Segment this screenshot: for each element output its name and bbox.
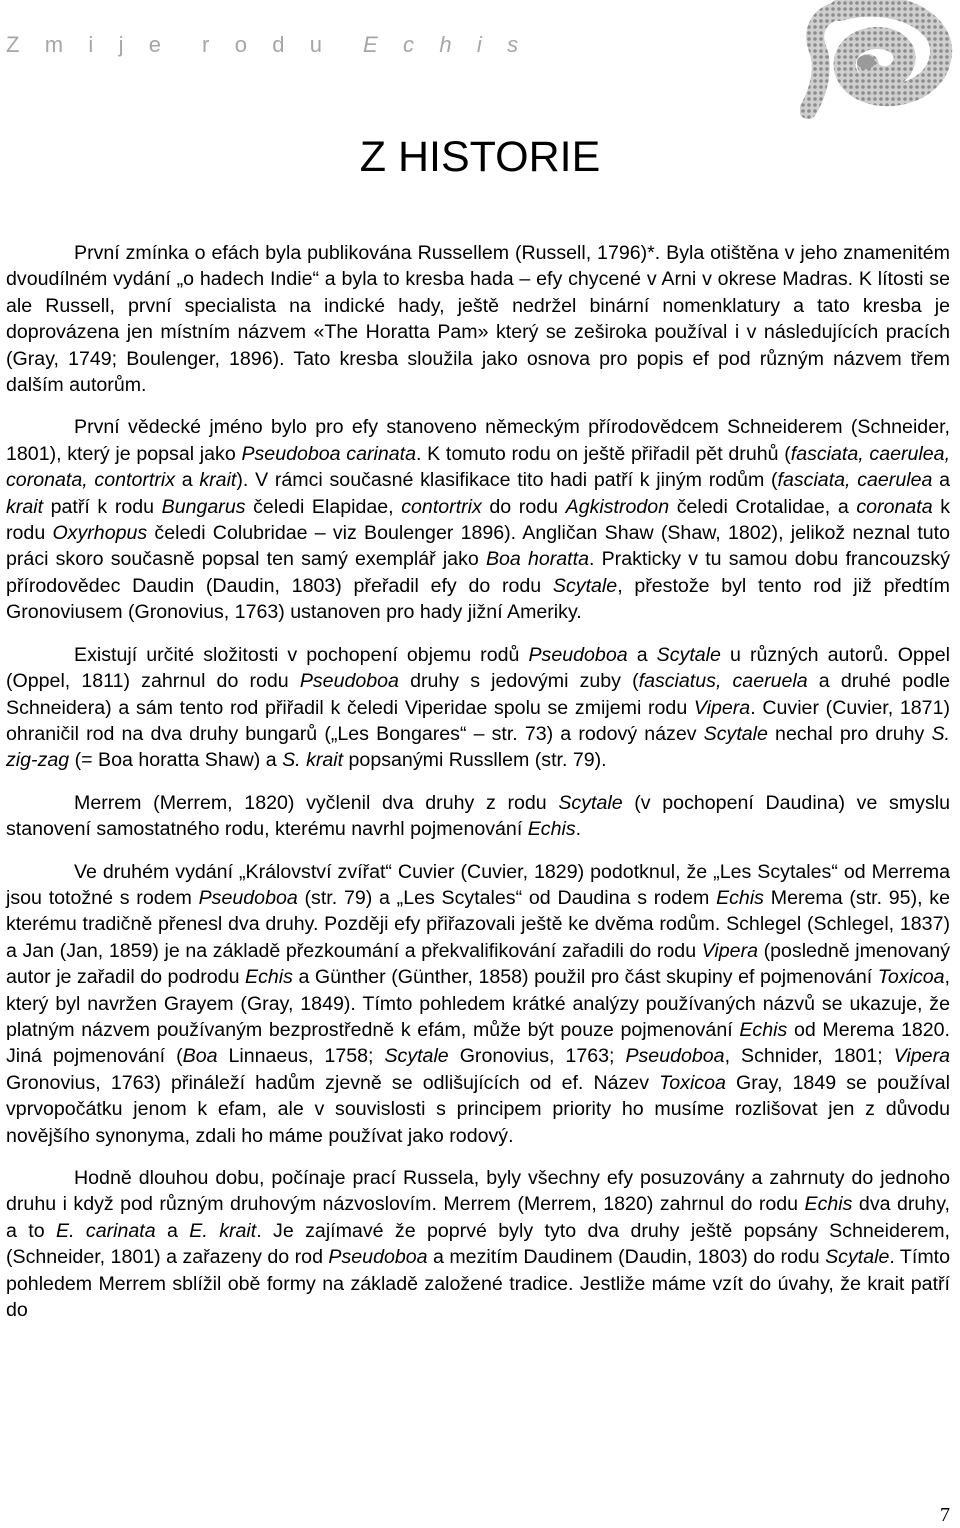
italic-text-run: S. zig-zag bbox=[6, 722, 950, 772]
italic-text-run: S. krait bbox=[282, 749, 344, 772]
italic-text-run: Pseudoboa bbox=[625, 1045, 725, 1068]
text-run: nechal pro druhy bbox=[767, 722, 932, 745]
paragraph bbox=[6, 1165, 950, 1323]
text-run: První zmínka o efách byla publikována Russellem (Russell, 1796)*. Byla otištěna v jeho znamenitém dvoudílném vydání „o hadech Indie“ a byla to kresba hada – efy chycené v Arni v okrese Madras. K lítosti se ale Russell, první specialista na indické hady, ještě nedržel binární nomenklatury a tato kresba je doprovázena jen místním názvem «The Horatta Pam» který se zeširoka používal i v následujících pracích (Gray, 1749; Boulenger, 1896). Tato kresba sloužila jako osnova pro popis ef pod různým názvem třem dalším autorům. bbox=[6, 242, 950, 397]
text-run: (v pochopení Daudina) ve smyslu stanovení samostatného rodu, kterému navrhl pojmenování bbox=[6, 791, 951, 841]
text-run: Linnaeus, 1758; bbox=[217, 1045, 385, 1068]
text-run: . Cuvier (Cuvier, 1871) ohraničil rod na dva druhy bungarů („Les Bongares“ – str. 73) a rodový název bbox=[6, 696, 950, 745]
text-run: Gronovius, 1763) přináleží hadům zjevně se odlišujících od ef. Název bbox=[6, 1071, 660, 1094]
text-run: Merema (str. 95), ke kterému tradičně přenesl dva druhy. Později efy přiřazovali ještě ke dvěma rodům. Schlegel (Schlegel, 1837) a Jan (Jan, 1859) je na základě přezkoumání a překvalifikování zařadili do rodu bbox=[6, 886, 950, 962]
text-run: . Prakticky v tu samou dobu francouzský přírodovědec Daudin (Daudin, 1803) přeřadil efy do rodu bbox=[6, 548, 950, 597]
italic-text-run: Toxicoa bbox=[877, 966, 945, 989]
italic-text-run: Scytale bbox=[825, 1246, 890, 1269]
text-run: , který byl navržen Grayem (Gray, 1849). Tímto pohledem krátké analýzy používaných názvů se ukazuje, že platným názvem používaným bezprostředně k efám, může být pouze pojmenování bbox=[6, 966, 950, 1041]
italic-text-run: Bungarus bbox=[161, 495, 246, 518]
text-run: a bbox=[627, 643, 657, 666]
text-run: čeledi Colubridae – viz Boulenger 1896). Angličan Shaw (Shaw, 1802), jelikož neznal tuto práci skoro současně popsal ten samý exemplář jako bbox=[6, 522, 951, 571]
italic-text-run: Echis bbox=[527, 818, 576, 841]
italic-text-run: Scytale bbox=[703, 722, 768, 745]
text-run: a druhé podle Schneidera) a sám tento rod přiřadil k čeledi Viperidae spolu se zmijemi rodu bbox=[6, 670, 951, 719]
text-run: ). V rámci současné klasifikace tito hadi patří k jiným rodům ( bbox=[236, 469, 778, 492]
text-run: Hodně dlouhou dobu, počínaje prací Russela, byly všechny efy posuzovány a zahrnuty do jednoho druhu i když pod různým druhovým názvoslovím. Merrem (Merrem, 1820) zahrnul do rodu bbox=[6, 1167, 950, 1216]
running-head bbox=[6, 32, 528, 58]
italic-text-run: Scytale bbox=[656, 643, 721, 666]
running-head-genus: E c h i s bbox=[363, 32, 528, 57]
text-run: Ve druhém vydání „Království zvířat“ Cuvier (Cuvier, 1829) podotknul, že „Les Scytales“ od Merrema jsou totožné s rodem bbox=[6, 860, 950, 909]
text-run: (str. 79) a „Les Scytales“ od Daudina s rodem bbox=[297, 886, 717, 909]
text-run: Merrem (Merrem, 1820) vyčlenil dva druhy z rodu bbox=[74, 791, 559, 814]
paragraph bbox=[6, 790, 950, 843]
italic-text-run: Toxicoa bbox=[659, 1071, 726, 1094]
text-run: dva druhy, a to bbox=[6, 1193, 950, 1242]
italic-text-run: Pseudoboa bbox=[198, 886, 298, 909]
text-run: od Merema 1820. Jiná pojmenování ( bbox=[6, 1018, 950, 1068]
page-title: Z HISTORIE bbox=[359, 133, 601, 181]
text-run: a bbox=[175, 469, 200, 492]
text-run: a bbox=[155, 1219, 190, 1242]
text-run: Gray, 1849 se používal vprvopočátku jenom k efam, ale v souvislosti s principem priority ho musíme rozlišovat jen z důvodu novějšího synonyma, zdali ho máme používat jako rodový. bbox=[6, 1071, 950, 1147]
italic-text-run: krait bbox=[199, 469, 237, 492]
italic-text-run: Pseudoboa bbox=[528, 643, 628, 666]
text-run: , Schnider, 1801; bbox=[724, 1045, 894, 1068]
italic-text-run: Pseudoboa bbox=[328, 1246, 428, 1269]
italic-text-run: Pseudoboa carinata bbox=[241, 442, 416, 465]
paragraph bbox=[6, 414, 950, 625]
italic-text-run: Scytale bbox=[552, 574, 618, 597]
italic-text-run: Boa bbox=[182, 1045, 218, 1068]
text-run: . bbox=[575, 818, 582, 841]
italic-text-run: Vipera bbox=[693, 696, 751, 719]
italic-text-run: Oxyrhopus bbox=[52, 522, 148, 545]
text-run: . Je zajímavé že poprvé byly tyto dva druhy ještě popsány Schneiderem, (Schneider, 1801) a zařazeny do rod bbox=[6, 1219, 950, 1269]
text-run: První vědecké jméno bylo pro efy stanoveno německým přírodovědcem Schneiderem (Schneider, 1801), který je popsal jako bbox=[6, 416, 950, 465]
article-body bbox=[6, 240, 950, 1339]
italic-text-run: fasciata, caerulea bbox=[777, 469, 933, 492]
text-run: popsanými Russllem (str. 79). bbox=[343, 749, 607, 772]
text-run: (posledně jmenovaný autor je zařadil do podrodu bbox=[6, 939, 950, 989]
text-run: Existují určité složitosti v pochopení objemu rodů bbox=[74, 643, 529, 666]
italic-text-run: krait bbox=[6, 495, 44, 518]
paragraph bbox=[6, 859, 950, 1149]
text-run: patří k rodu bbox=[43, 495, 162, 518]
italic-text-run: Pseudoboa bbox=[299, 670, 399, 693]
italic-text-run: Echis bbox=[804, 1193, 853, 1216]
italic-text-run: E. krait bbox=[189, 1219, 257, 1242]
text-run: (= Boa horatta Shaw) a bbox=[69, 749, 283, 772]
text-run: do rodu bbox=[481, 495, 566, 518]
paragraph bbox=[6, 642, 950, 774]
italic-text-run: Vipera bbox=[893, 1045, 950, 1068]
italic-text-run: fasciatus, caeruela bbox=[638, 670, 808, 693]
italic-text-run: Vipera bbox=[701, 939, 758, 962]
italic-text-run: coronata bbox=[856, 495, 933, 518]
text-run: . K tomuto rodu on ještě přiřadil pět druhů ( bbox=[416, 442, 791, 465]
text-run: druhy s jedovými zuby ( bbox=[398, 670, 639, 693]
italic-text-run: Echis bbox=[739, 1018, 788, 1041]
text-run: , přestože byl tento rod již předtím Gronoviusem (Gronovius, 1763) ustanoven pro hady jižní Ameriky. bbox=[6, 574, 950, 624]
text-run: a mezitím Daudinem (Daudin, 1803) do rodu bbox=[427, 1246, 826, 1269]
italic-text-run: E. carinata bbox=[56, 1219, 156, 1242]
paragraph bbox=[6, 240, 950, 398]
coiled-snake-icon bbox=[800, 0, 960, 135]
text-run: Gronovius, 1763; bbox=[448, 1045, 626, 1068]
text-run: k rodu bbox=[6, 495, 951, 545]
text-run: čeledi Elapidae, bbox=[245, 495, 402, 518]
italic-text-run: Agkistrodon bbox=[565, 495, 670, 518]
italic-text-run: Echis bbox=[716, 886, 764, 909]
text-run: u různých autorů. Oppel (Oppel, 1811) zahrnul do rodu bbox=[6, 643, 950, 693]
running-head-prefix: Z m i j e r o d u bbox=[6, 32, 364, 57]
text-run: . Tímto pohledem Merrem sblížil obě formy na základě založené tradice. Jestliže máme vzít do úvahy, že krait patří do bbox=[6, 1246, 950, 1322]
italic-text-run: Scytale bbox=[558, 791, 623, 814]
page-number: 7 bbox=[940, 1504, 950, 1526]
text-run: a Günther (Günther, 1858) použil pro část skupiny ef pojmenování bbox=[292, 966, 878, 989]
italic-text-run: Echis bbox=[245, 966, 293, 989]
italic-text-run: fasciata, caerulea, coronata, contortrix bbox=[6, 442, 951, 492]
italic-text-run: contortrix bbox=[401, 495, 482, 518]
italic-text-run: Boa horatta bbox=[485, 548, 589, 571]
text-run: čeledi Crotalidae, a bbox=[669, 495, 857, 518]
italic-text-run: Scytale bbox=[384, 1045, 449, 1068]
text-run: a bbox=[932, 469, 950, 492]
